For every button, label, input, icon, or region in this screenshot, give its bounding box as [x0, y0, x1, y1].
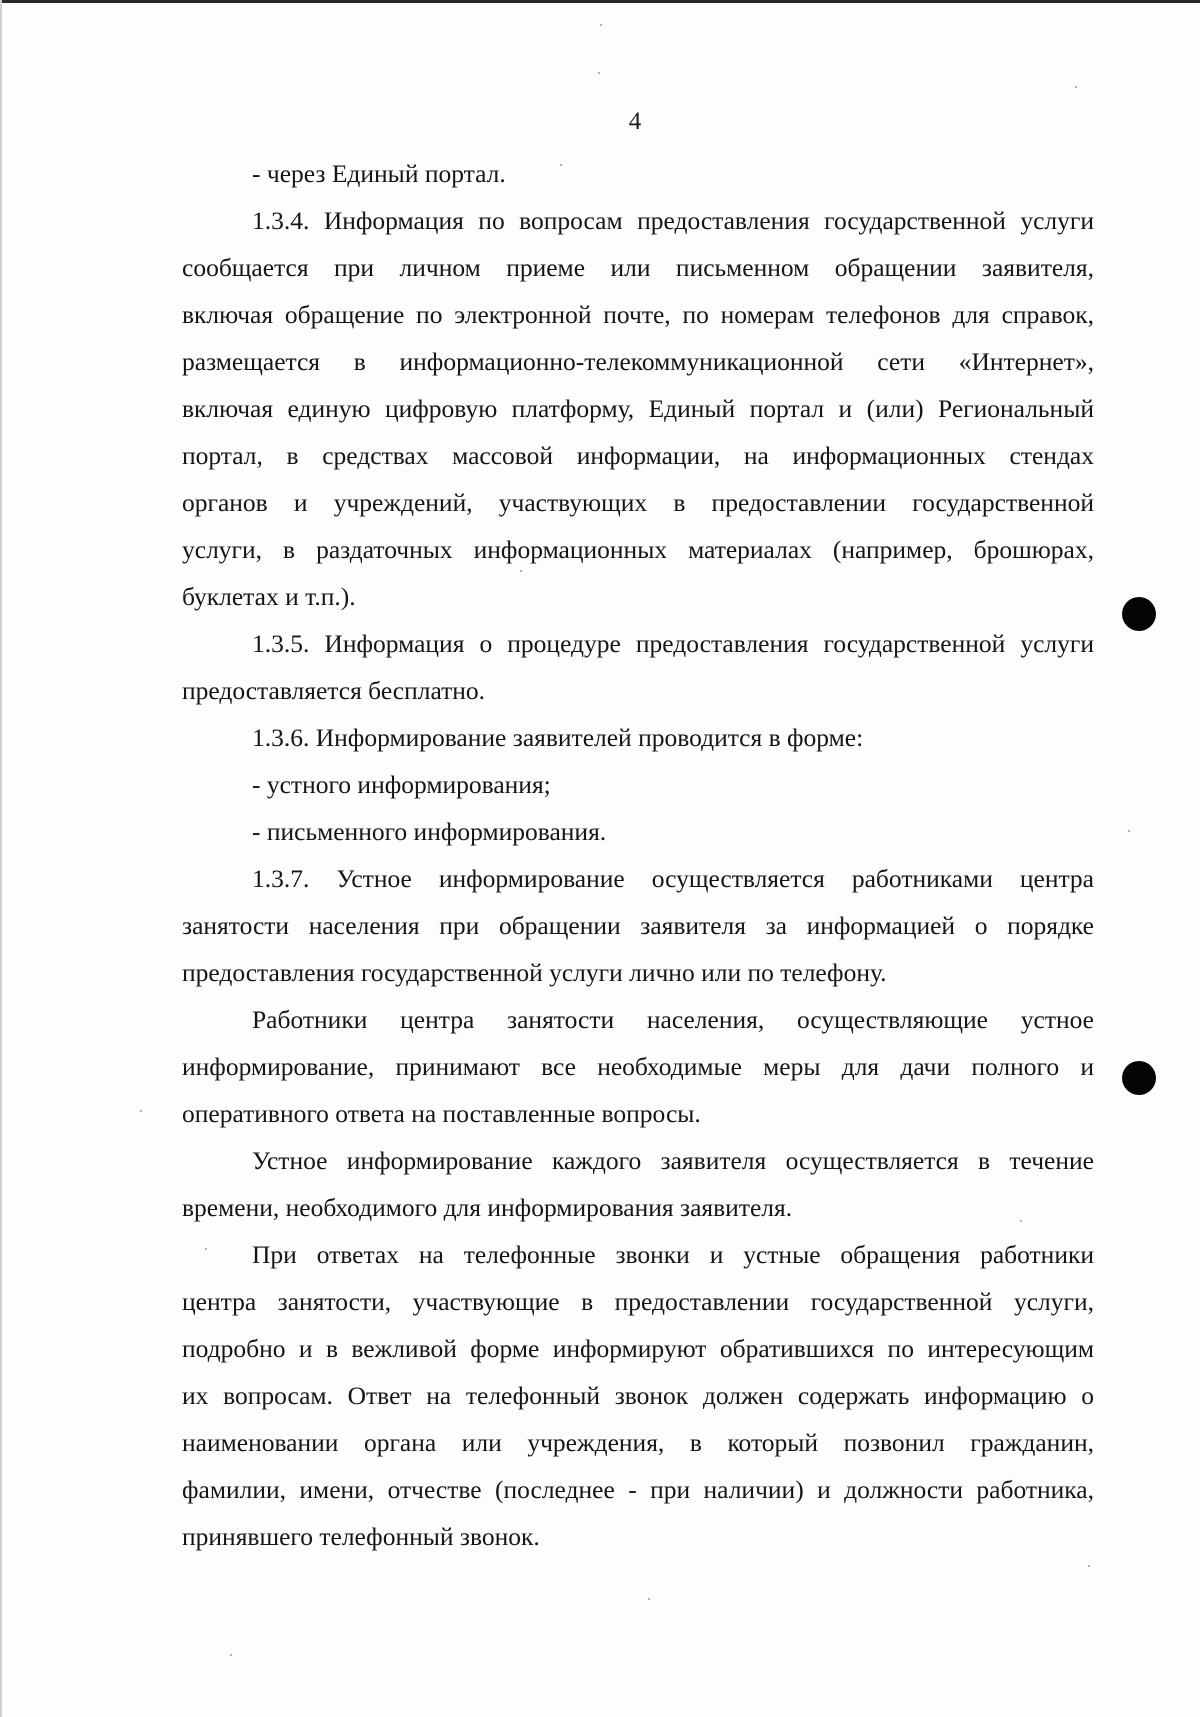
text-line: Устное информирование каждого заявителя осуществляется в течение — [252, 1146, 1094, 1175]
text-line: 1.3.7. Устное информирование осуществляется работниками центра — [252, 864, 1094, 893]
text-line: При ответах на телефонные звонки и устные обращения работники — [252, 1240, 1094, 1269]
text-line: включая единую цифровую платформу, Единый портал и (или) Региональный — [182, 394, 1094, 423]
scan-speck — [1088, 1565, 1090, 1567]
text-line: 1.3.6. Информирование заявителей проводится в форме: — [252, 723, 864, 752]
scan-speck — [1075, 86, 1077, 88]
text-line: 1.3.4. Информация по вопросам предоставления государственной услуги — [252, 206, 1094, 235]
text-line: предоставляется бесплатно. — [182, 676, 486, 705]
text-line: портал, в средствах массовой информации, на информационных стендах — [182, 441, 1094, 470]
scan-speck — [560, 164, 562, 166]
text-line: информирование, принимают все необходимые меры для дачи полного и — [182, 1052, 1094, 1081]
text-line: предоставления государственной услуги лично или по телефону. — [182, 958, 887, 987]
punch-hole-mark — [1122, 597, 1156, 631]
punch-hole-mark — [1122, 1061, 1156, 1095]
text-line: сообщается при личном приеме или письменном обращении заявителя, — [182, 253, 1094, 282]
text-line: времени, необходимого для информирования заявителя. — [182, 1193, 793, 1222]
text-line: подробно и в вежливой форме информируют обратившихся по интересующим — [182, 1334, 1094, 1363]
text-line: буклетах и т.п.). — [182, 582, 356, 611]
scan-speck — [230, 1654, 232, 1656]
scan-speck — [205, 1248, 207, 1250]
scan-speck — [1128, 830, 1130, 832]
text-line: услуги, в раздаточных информационных материалах (например, брошюрах, — [182, 535, 1094, 564]
text-line: оперативного ответа на поставленные вопросы. — [182, 1099, 701, 1128]
text-line: фамилии, имени, отчестве (последнее - при наличии) и должности работника, — [182, 1475, 1094, 1504]
text-line: наименовании органа или учреждения, в который позвонил гражданин, — [182, 1428, 1094, 1457]
scan-speck — [520, 570, 522, 572]
text-line: включая обращение по электронной почте, по номерам телефонов для справок, — [182, 300, 1094, 329]
scan-speck — [598, 72, 600, 74]
text-line: - письменного информирования. — [252, 817, 607, 846]
scan-speck — [140, 1110, 142, 1112]
text-line: размещается в информационно-телекоммуникационной сети «Интернет», — [182, 347, 1094, 376]
document-body — [182, 150, 1094, 1560]
scan-speck — [600, 24, 602, 26]
text-line: их вопросам. Ответ на телефонный звонок должен содержать информацию о — [182, 1381, 1094, 1410]
text-line: занятости населения при обращении заявителя за информацией о порядке — [182, 911, 1094, 940]
text-line: органов и учреждений, участвующих в предоставлении государственной — [182, 488, 1094, 517]
scan-top-edge — [0, 0, 1200, 3]
scan-left-edge — [0, 0, 2, 1717]
text-line: центра занятости, участвующие в предоставлении государственной услуги, — [182, 1287, 1094, 1316]
page-number: 4 — [628, 108, 642, 135]
text-line: - через Единый портал. — [252, 159, 506, 188]
text-line: 1.3.5. Информация о процедуре предоставления государственной услуги — [252, 629, 1094, 658]
text-line: Работники центра занятости населения, осуществляющие устное — [252, 1005, 1094, 1034]
scan-speck — [1020, 1220, 1022, 1222]
text-line: принявшего телефонный звонок. — [182, 1522, 540, 1551]
scan-speck — [648, 1598, 650, 1600]
text-line: - устного информирования; — [252, 770, 551, 799]
